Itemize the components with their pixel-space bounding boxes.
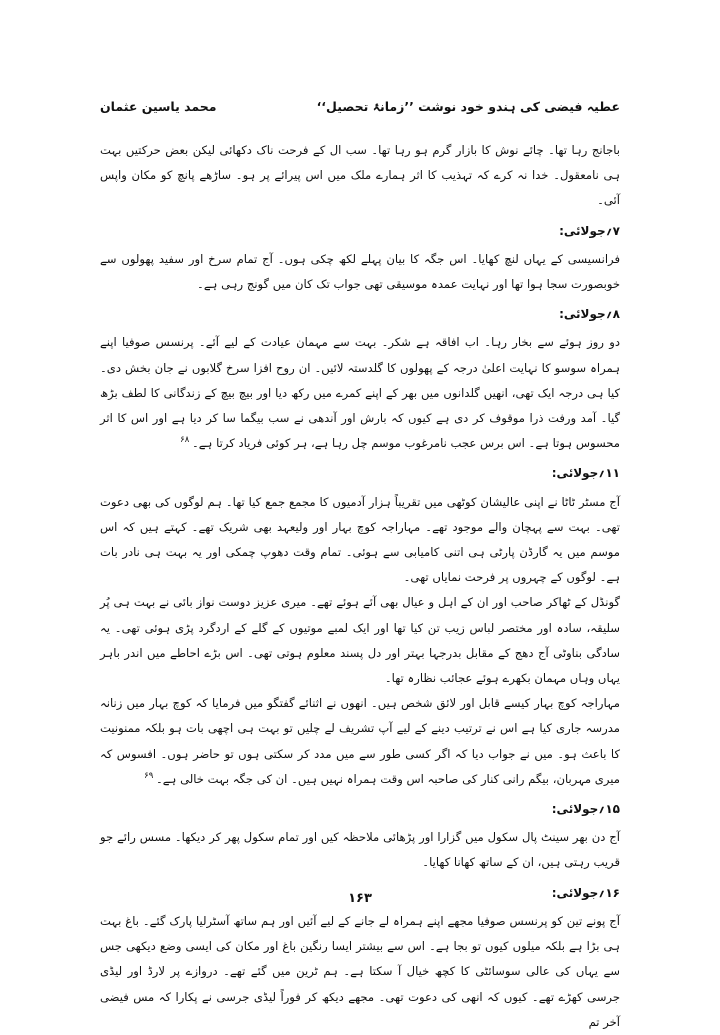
diary-date-heading [100, 461, 620, 486]
header-author: محمد یاسین عثمان [100, 99, 217, 114]
diary-date-heading [100, 302, 620, 327]
paragraph-text: گونڈل کے ٹھاکر صاحب اور ان کے اہل و عیال بھی آئے ہوئے تھے۔ میری عزیز دوست نواز بائی نے بہت ہی پُر سلیقہ، سادہ اور مختصر لباس زیب تن کیا تھا اور ایک لمبے موتیوں کے گلے کے اردگرد پڑی ہوئی تھی۔ یہ سادگی بناوٹی آج دھج کے مقابل بدرجہا بہتر اور دل پسند معلوم ہوتی تھی۔ اس بڑے احاطے میں اندر باہر یہاں وہاں مہمان بکھرے ہوئے عجائب نظارہ تھا۔ [100, 595, 620, 686]
paragraph-text: آج دن بھر سینٹ پال سکول میں گزارا اور پڑھائی ملاحظہ کیں اور تمام سکول پھر کر دیکھا۔ مسس رائے جو قریب رہتی ہیں، ان کے ساتھ کھانا کھایا۔ [100, 830, 620, 870]
diary-paragraph [100, 330, 620, 456]
footnote-marker: ۶۹ [144, 771, 156, 782]
diary-paragraph [100, 691, 620, 792]
diary-paragraph [100, 909, 620, 1035]
header-title: عطیہ فیضی کی ہندو خود نوشت ’’زمانۂ تحصیل‘‘ [316, 99, 620, 114]
diary-date-heading [100, 797, 620, 822]
diary-paragraph [100, 490, 620, 591]
footnote-marker: ۶۸ [180, 435, 193, 446]
date-text: ۸؍جولائی: [559, 307, 620, 322]
diary-paragraph [100, 138, 620, 214]
date-text: ۱۶؍جولائی: [551, 885, 620, 900]
diary-paragraph [100, 247, 620, 297]
date-text: ۱۵؍جولائی: [551, 802, 620, 817]
date-text: ۱۱؍جولائی: [551, 466, 620, 481]
paragraph-text: مہاراجہ کوچ بہار کیسے قابل اور لائق شخص ہیں۔ انھوں نے اثنائے گفتگو میں فرمایا کہ کوچ بہار میں زنانہ مدرسہ جاری کیا ہے اس نے ترتیب دینے کے لیے آپ تشریف لے چلیں تو بہت ہی اچھی بات ہو بلکہ ممنونیت کا باعث ہو۔ میں نے جواب دیا کہ اگر کسی طور سے میں مدد کر سکتی ہوں تو حاضر ہوں۔ افسوس کہ میری مہربان، بیگم رانی کنار کی صاحبہ اس وقت ہمراہ نہیں ہیں۔ ان کی جگہ بہت خالی ہے۔ [100, 696, 620, 786]
paragraph-text: آج مسٹر ٹاٹا نے اپنی عالیشان کوٹھی میں تقریباً ہزار آدمیوں کا مجمع جمع کیا تھا۔ ہم لوگوں کی بھی دعوت تھی۔ بہت سے پہچان والے موجود تھے۔ مہاراجہ کوچ بہار اور ولیعہد بھی شریک تھے۔ کہتے ہیں کہ اس موسم میں یہ گارڈن پارٹی ہی اتنی کامیابی سے ہوئی۔ تمام وقت دھوپ چمکی اور یہ بہت ہی نادر بات ہے۔ لوگوں کے چہروں پر فرحت نمایاں تھی۔ [100, 494, 620, 585]
diary-paragraph [100, 590, 620, 691]
date-text: ۷؍جولائی: [559, 223, 620, 238]
paragraph-text: دو روز ہوئے سے بخار رہا۔ اب افاقہ ہے شکر۔ بہت سے مہمان عیادت کے لیے آئے۔ پرنسس صوفیا اپنے ہمراہ سوسو کا نہایت اعلیٰ درجہ کے پھولوں کا گلدستہ لائیں۔ ان روح افزا سرخ گلابوں نے جان بخش دی۔ کیا ہی درجہ ایک تھی، انھیں گلدانوں میں بھر کے اپنے کمرے میں رکھ دیا اور بیچ بیچ کے زندگانی کا لطف بڑھ گیا۔ آمد ورفت ذرا موقوف کر دی ہے کیوں کہ بارش اور آندھی نے سب بیگما سا کر دیا ہے اور اس کا اثر محسوس ہوتا ہے۔ اس برس عجب نامرغوب موسم چل رہا ہے، ہر کوئی فریاد کرتا ہے۔ [100, 335, 620, 451]
paragraph-text: آج پونے تین کو پرنسس صوفیا مجھے اپنے ہمراہ لے جانے کے لیے آئیں اور ہم ساتھ آسٹرلیا پارک گئے۔ باغ بہت ہی بڑا ہے بلکہ میلوں کیوں تو بجا ہے۔ اس سے بیشتر ایسا رنگین باغ اور مکان کی ایسی وضع دیکھی جس سے یہاں کی عالی سوسائٹی کا کچھ خیال آ سکتا ہے۔ ہم ٹرین میں گئے تھے۔ دروازے پر لارڈ اور لیڈی جرسی کھڑے تھے۔ کیوں کہ انھی کی دعوت تھی۔ مجھے دیکھ کر فوراً لیڈی جرسی نے پکارا کہ مس فیضی آخر تم [100, 913, 620, 1029]
diary-paragraph [100, 825, 620, 875]
running-header [100, 99, 620, 123]
page-number: ۱۶۳ [348, 891, 372, 906]
paragraph-text: فرانسیسی کے یہاں لنچ کھایا۔ اس جگہ کا بیان پہلے لکھ چکی ہوں۔ آج تمام سرخ اور سفید پھولوں سے خوبصورت سجا ہوا تھا اور نہایت عمدہ موسیقی تھی جواب تک کان میں گونج رہی ہے۔ [100, 251, 620, 292]
diary-date-heading [100, 219, 620, 244]
paragraph-text: باجانج رہا تھا۔ چائے نوش کا بازار گرم ہو رہا تھا۔ سب ال کے فرحت ناک دکھائی لیکن بعض حرکتیں بہت ہی نامعقول۔ خدا نہ کرے کہ تہذیب کا اثر ہمارے ملک میں اس پیرائے پر ہو۔ ساڑھے پانچ کو مکان واپس آئی۔ [100, 143, 620, 208]
